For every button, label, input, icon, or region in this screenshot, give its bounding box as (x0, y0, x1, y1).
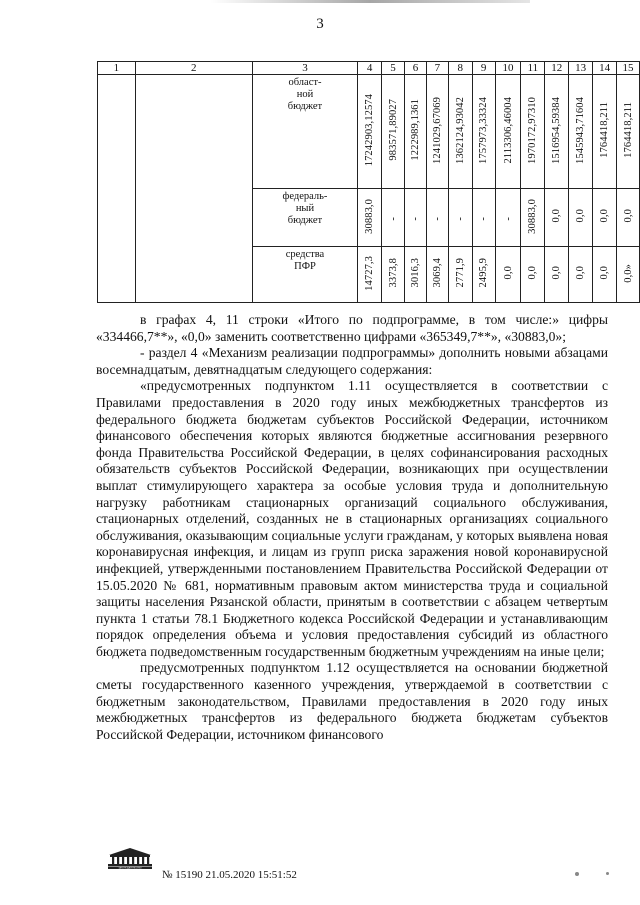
table-value: 1241029,67069 (431, 96, 443, 164)
column-header: 9 (472, 62, 495, 75)
table-row (98, 75, 640, 189)
table-value: 1764418,211 (622, 102, 634, 158)
table-value: - (387, 216, 399, 221)
table-header-row (98, 62, 640, 75)
paragraph: - раздел 4 «Механизм реализации подпрограммы» дополнить новыми абзацами восемнадцатым, девятнадцатым следующего содержания: (96, 345, 608, 377)
table-value: 1362124,93042 (454, 96, 466, 164)
table-value: 1516954,59384 (551, 96, 563, 164)
column-header: 11 (521, 62, 545, 75)
table-value: 1970172,97310 (527, 96, 539, 164)
table-value: 30883,0 (364, 198, 376, 234)
table-value: - (478, 216, 490, 221)
table-value: 1764418,211 (599, 102, 611, 158)
logo-caption: ЗАКОНОДАТЕЛЬСТВО (118, 867, 142, 869)
registration-stamp: № 15190 21.05.2020 15:51:52 (162, 869, 297, 881)
paragraph: предусмотренных подпунктом 1.12 осуществляется на основании бюджетной сметы государственного казенного учреждения, утверждаемой в соответствии с бюджетным законодательством, Правилами предоставления в 2020 году иных межбюджетных трансфертов из федерального бюджета бюджетам субъектов Российской Федерации, источником финансового (96, 660, 608, 742)
column-header: 8 (448, 62, 472, 75)
table-value: 983571,89027 (387, 99, 399, 161)
table-value: 0,0» (622, 263, 634, 283)
table-value: 30883,0 (527, 198, 539, 234)
table-value: 2771,9 (454, 258, 466, 288)
table-cell-empty (135, 75, 252, 303)
table-value: 0,0 (599, 266, 611, 280)
table-value: 0,0 (551, 266, 563, 280)
table-value: 3373,8 (387, 258, 399, 288)
table-value: 0,0 (575, 209, 587, 223)
table-value: - (502, 216, 514, 221)
table-value: 0,0 (575, 266, 587, 280)
table-value: - (431, 216, 443, 221)
table-value: 0,0 (502, 266, 514, 280)
column-header: 4 (358, 62, 382, 75)
table-value: 14727,3 (364, 255, 376, 291)
paragraph: в графах 4, 11 строки «Итого по подпрограмме, в том числе:» цифры «334466,7**», «0,0» заменить соответственно цифрами «365349,7**», «30883,0»; (96, 312, 608, 344)
budget-table (97, 61, 640, 303)
table-cell-empty (98, 75, 136, 303)
scan-artifact (575, 872, 579, 876)
column-header: 3 (252, 62, 357, 75)
column-header: 7 (426, 62, 448, 75)
column-header: 12 (545, 62, 569, 75)
table-value: 2113306,46004 (502, 96, 514, 164)
column-header: 5 (382, 62, 405, 75)
scan-artifact (606, 872, 609, 875)
table-value: 0,0 (527, 266, 539, 280)
column-header: 10 (495, 62, 521, 75)
building-icon (104, 847, 156, 869)
table-value: 1222989,1361 (409, 99, 421, 161)
column-header: 1 (98, 62, 136, 75)
table-value: 1757973,33324 (478, 96, 490, 164)
page-number: 3 (316, 16, 324, 32)
legislation-logo (104, 847, 156, 869)
column-header: 6 (404, 62, 426, 75)
column-header: 13 (569, 62, 593, 75)
scan-artifact (210, 0, 530, 3)
table-value: 17242903,12574 (364, 93, 376, 167)
row-label: средства ПФР (252, 247, 357, 303)
table-value: 0,0 (551, 209, 563, 223)
column-header: 15 (617, 62, 640, 75)
table-value: 0,0 (622, 209, 634, 223)
table-value: 3069,4 (431, 258, 443, 288)
row-label: област- ной бюджет (252, 75, 357, 189)
table-value: 3016,3 (409, 258, 421, 288)
column-header: 14 (593, 62, 617, 75)
row-label: федераль- ный бюджет (252, 189, 357, 247)
table-value: 0,0 (599, 209, 611, 223)
table-value: - (454, 216, 466, 221)
table-value: - (409, 216, 421, 221)
table-value: 2495,9 (478, 258, 490, 288)
paragraph: «предусмотренных подпунктом 1.11 осуществляется в соответствии с Правилами предоставления в 2020 году иных межбюджетных трансфертов из федерального бюджета бюджетам субъектов Российской Федерации, источником финансового обеспечения которых являются бюджетные ассигнования резервного фонда Правительства Российской Федерации, в целях софинансирования расходных обязательств субъектов Российской Федерации, возникающих при осуществлении выплат стимулирующего характера за особые условия труда и дополнительную нагрузку работникам стационарных организаций социального обслуживания, стационарных отделений, созданных не в стационарных организациях социального обслуживания, оказывающим социальные услуги гражданам, у которых выявлена новая коронавирусная инфекция, и лицам из групп риска заражения новой коронавирусной инфекцией, утвержденными постановлением Правительства Российской Федерации от 15.05.2020 № 681, нормативным правовым актом министерства труда и социальной защиты населения Рязанской области, принятым в соответствии с абзацем четвертым пункта 1 статьи 78.1 Бюджетного кодекса Российской Федерации и устанавливающим порядок определения объема и условия предоставления субсидий из областного бюджета подведомственным государственным бюджетным учреждениям на иные цели; (96, 378, 608, 659)
table-value: 1545943,71604 (575, 96, 587, 164)
column-header: 2 (135, 62, 252, 75)
document-body (96, 312, 608, 743)
